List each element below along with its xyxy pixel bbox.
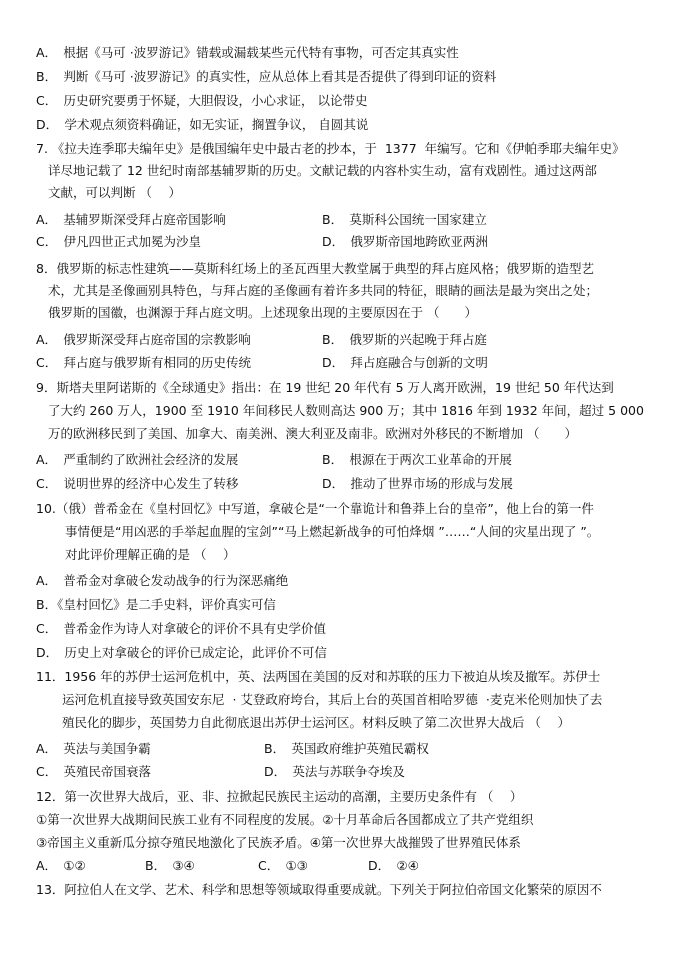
- q7-option-d: D． 俄罗斯帝国地跨欧亚两洲: [322, 234, 488, 249]
- q10-stem-line: 10.（俄）普希金在《皇村回忆》中写道，拿破仑是“一个靠诡计和鲁莽上台的皇帝”，他上台的第一件: [36, 501, 594, 516]
- q8-stem-line: 术，尤其是圣像画别具特色，与拜占庭的圣像画有着许多共同的特征，眼睛的画法是最为突出之处；: [48, 283, 599, 298]
- q12-item-line: ③帝国主义重新瓜分掠夺殖民地激化了民族矛盾。④第一次世界大战摧毁了世界殖民体系: [36, 835, 521, 850]
- q6-option-b: B． 判断《马可 ·波罗游记》的真实性，应从总体上看其是否提供了得到印证的资料: [36, 69, 497, 84]
- q9-option-b: B． 根源在于两次工业革命的开展: [322, 452, 512, 467]
- q12-option-a: A． ①②: [36, 858, 86, 873]
- q9-stem-line: 9．斯塔夫里阿诺斯的《全球通史》指出：在 19 世纪 20 年代有 5 万人离开欧洲，19 世纪 50 年代达到: [36, 380, 614, 395]
- q6-option-d: D． 学术观点须资料确证，如无实证，搁置争议， 自圆其说: [36, 117, 369, 132]
- q8-option-c: C． 拜占庭与俄罗斯有相同的历史传统: [36, 355, 251, 370]
- q8-stem-line: 8．俄罗斯的标志性建筑——莫斯科红场上的圣瓦西里大教堂属于典型的拜占庭风格；俄罗斯的造型艺: [36, 261, 594, 276]
- q12-option-d: D． ②④: [368, 858, 419, 873]
- q11-option-c: C． 英殖民帝国衰落: [36, 764, 151, 779]
- q7-stem-line: 7. 《拉夫连季耶夫编年史》是俄国编年史中最古老的抄本，于 1377 年编写。它和《伊帕季耶夫编年史》: [36, 141, 625, 156]
- q9-option-a: A． 严重制约了欧洲社会经济的发展: [36, 452, 239, 467]
- q10-option-d: D． 历史上对拿破仑的评价已成定论，此评价不可信: [36, 645, 327, 660]
- q10-option-c: C． 普希金作为诗人对拿破仑的评价不具有史学价值: [36, 621, 326, 636]
- q10-option-a: A． 普希金对拿破仑发动战争的行为深恶痛绝: [36, 573, 289, 588]
- q11-stem-line: 运河危机直接导致英国安东尼 · 艾登政府垮台，其后上台的英国首相哈罗德 ·麦克米伦则加快了去: [62, 692, 603, 707]
- q10-stem-line: 对此评价理解正确的是 （ ）: [65, 547, 236, 562]
- q10-option-b: B．《皇村回忆》是二手史料，评价真实可信: [36, 597, 276, 612]
- q12-option-c: C． ①③: [258, 858, 308, 873]
- q9-option-c: C． 说明世界的经济中心发生了转移: [36, 476, 239, 491]
- q7-option-c: C． 伊凡四世正式加冕为沙皇: [36, 234, 201, 249]
- q9-stem-line: 万的欧洲移民到了美国、加拿大、南美洲、澳大利亚及南非。欧洲对外移民的不断增加 （ ）: [48, 426, 577, 441]
- q10-stem-line: 事情便是“用凶恶的手举起血腥的宝剑”“马上燃起新战争的可怕烽烟 ”……“人间的灾星出现了 ”。: [65, 524, 600, 539]
- q8-option-d: D． 拜占庭融合与创新的文明: [322, 355, 488, 370]
- q8-option-a: A． 俄罗斯深受拜占庭帝国的宗教影响: [36, 332, 251, 347]
- q6-option-a: A． 根据《马可 ·波罗游记》错载或漏载某些元代特有事物，可否定其真实性: [36, 45, 459, 60]
- q11-option-d: D． 英法与苏联争夺埃及: [264, 764, 405, 779]
- q6-option-c: C． 历史研究要勇于怀疑，大胆假设，小心求证， 以论带史: [36, 93, 368, 108]
- q8-stem-line: 俄罗斯的国徽，也渊源于拜占庭文明。上述现象出现的主要原因在于 （ ）: [48, 305, 477, 320]
- q8-option-b: B． 俄罗斯的兴起晚于拜占庭: [322, 332, 487, 347]
- q7-option-b: B． 莫斯科公国统一国家建立: [322, 212, 487, 227]
- q13-stem: 13．阿拉伯人在文学、艺术、科学和思想等领域取得重要成就。下列关于阿拉伯帝国文化繁荣的原因不: [36, 882, 602, 897]
- q12-option-b: B． ③④: [145, 858, 195, 873]
- q7-stem-line: 文献，可以判断 （ ）: [48, 185, 181, 200]
- q9-option-d: D． 推动了世界市场的形成与发展: [322, 476, 513, 491]
- q11-stem-line: 殖民化的脚步，英国势力自此彻底退出苏伊士运河区。材料反映了第二次世界大战后 （ ）: [62, 715, 570, 730]
- q11-option-a: A． 英法与美国争霸: [36, 741, 151, 756]
- q9-stem-line: 了大约 260 万人，1900 至 1910 年间移民人数则高达 900 万；其中 1816 年到 1932 年间，超过 5 000: [48, 403, 644, 418]
- q11-stem-line: 11．1956 年的苏伊士运河危机中，英、法两国在美国的反对和苏联的压力下被迫从埃及撤军。苏伊士: [36, 669, 601, 684]
- q7-stem-line: 详尽地记载了 12 世纪时南部基辅罗斯的历史。文献记载的内容朴实生动，富有戏剧性。通过这两部: [48, 163, 597, 178]
- q7-option-a: A． 基辅罗斯深受拜占庭帝国影响: [36, 212, 226, 227]
- q12-stem: 12．第一次世界大战后，亚、非、拉掀起民族民主运动的高潮，主要历史条件有 （ ）: [36, 789, 523, 804]
- q12-item-line: ①第一次世界大战期间民族工业有不同程度的发展。②十月革命后各国都成立了共产党组织: [36, 812, 534, 827]
- q11-option-b: B． 英国政府维护英殖民霸权: [264, 741, 429, 756]
